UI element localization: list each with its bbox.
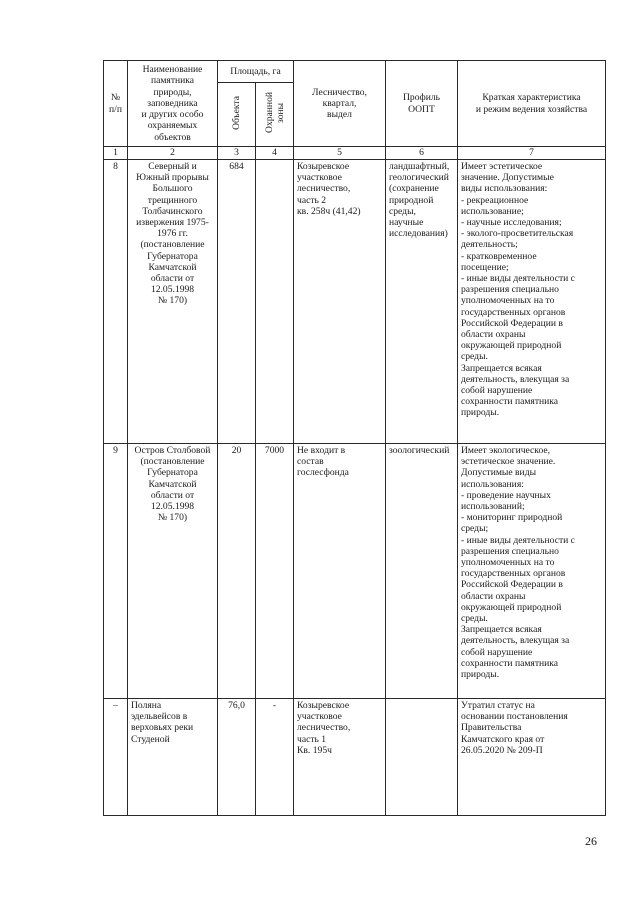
header-area-object-cell bbox=[218, 83, 256, 147]
column-number: 1 bbox=[104, 147, 128, 160]
header-area-zone: Охранной зоны bbox=[263, 92, 286, 134]
object-name: Северный и Южный прорывы Большого трещинного Толбачинского извержения 1975- 1976 гг. (постановление Губернатора Камчатской области от 12.05.1998 № 170) bbox=[128, 160, 218, 444]
header-profile: Профиль ООПТ bbox=[386, 61, 458, 147]
column-number: 2 bbox=[128, 147, 218, 160]
header-area-zone-cell bbox=[256, 83, 294, 147]
forestry-info: Козыревское участковое лесничество, часть 2 кв. 258ч (41,42) bbox=[294, 160, 386, 444]
header-forestry: Лесничество, квартал, выдел bbox=[294, 61, 386, 147]
header-characteristics: Краткая характеристика и режим ведения хозяйства bbox=[458, 61, 606, 147]
header-name: Наименование памятника природы, заповедника и других особо охраняемых объектов bbox=[128, 61, 218, 147]
header-area: Площадь, га bbox=[218, 61, 294, 83]
forestry-info: Не входит в состав гослесфонда bbox=[294, 444, 386, 699]
row-number: 8 bbox=[104, 160, 128, 444]
page-number: 26 bbox=[585, 834, 597, 848]
area-zone: - bbox=[256, 699, 294, 816]
area-object: 76,0 bbox=[218, 699, 256, 816]
row-number: – bbox=[104, 699, 128, 816]
area-object: 684 bbox=[218, 160, 256, 444]
table-row bbox=[104, 160, 606, 444]
column-number: 4 bbox=[256, 147, 294, 160]
profile-info: ландшафтный, геологический (сохранение природной среды, научные исследования) bbox=[386, 160, 458, 444]
column-number: 7 bbox=[458, 147, 606, 160]
column-numbers-row bbox=[104, 147, 606, 160]
status-note: Утратил статус на основании постановления Правительства Камчатского края от 26.05.2020 № 209-П bbox=[458, 699, 606, 816]
area-zone bbox=[256, 160, 294, 444]
row-number: 9 bbox=[104, 444, 128, 699]
header-area-object: Объекта bbox=[231, 95, 242, 130]
profile-info bbox=[386, 699, 458, 816]
characteristics-info: Имеет экологическое, эстетическое значение. Допустимые виды использования: - проведение научных использований; - мониторинг природной среды; - иные виды деятельности с разрешения специально уполномоченных на то государственных органов Российской Федерации в области охраны окружающей природной среды. Запрещается всякая деятельность, влекущая за собой нарушение сохранности памятника природы. bbox=[458, 444, 606, 699]
forestry-info: Козыревское участковое лесничество, часть 1 Кв. 195ч bbox=[294, 699, 386, 816]
column-number: 6 bbox=[386, 147, 458, 160]
column-number: 3 bbox=[218, 147, 256, 160]
object-name: Остров Столбовой (постановление Губернатора Камчатской области от 12.05.1998 № 170) bbox=[128, 444, 218, 699]
area-object: 20 bbox=[218, 444, 256, 699]
characteristics-info: Имеет эстетическое значение. Допустимые виды использования: - рекреационное использование; - научные исследования; - эколого-просветительская деятельность; - кратковременное посещение; - иные виды деятельности с разрешения специально уполномоченных на то государственных органов Российской Федерации в области охраны окружающей природной среды. Запрещается всякая деятельность, влекущая за собой нарушение сохранности памятника природы. bbox=[458, 160, 606, 444]
header-number: № п/п bbox=[104, 61, 128, 147]
object-name: Поляна эдельвейсов в верховьях реки Студеной bbox=[128, 699, 218, 816]
protected-areas-table bbox=[103, 60, 606, 816]
area-zone: 7000 bbox=[256, 444, 294, 699]
column-number: 5 bbox=[294, 147, 386, 160]
profile-info: зоологический bbox=[386, 444, 458, 699]
table-row bbox=[104, 444, 606, 699]
table-row bbox=[104, 699, 606, 816]
